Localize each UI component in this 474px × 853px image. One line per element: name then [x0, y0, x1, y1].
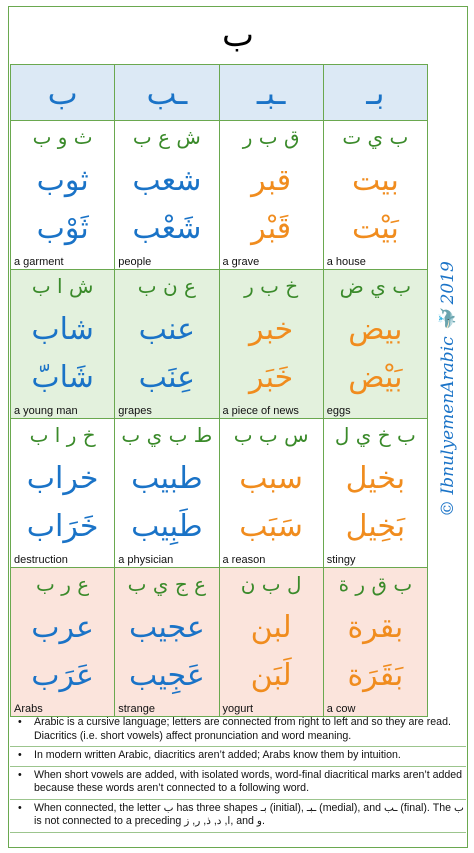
- english-gloss: a young man: [14, 405, 78, 417]
- word-vowelled: لَبَن: [250, 658, 292, 693]
- notes-panel: [10, 716, 466, 846]
- english-gloss: yogurt: [222, 703, 254, 715]
- word-vowelled: بَيْت: [351, 211, 399, 246]
- word-plain: بخيل: [345, 461, 406, 496]
- english-gloss: people: [118, 256, 152, 268]
- letter-forms-table: [10, 64, 428, 717]
- root-letters: ع ر ب: [36, 572, 90, 596]
- english-gloss: a reason: [222, 554, 266, 566]
- word-plain: عجيب: [128, 610, 205, 645]
- word-vowelled: عَرَب: [31, 658, 94, 693]
- english-gloss: a physician: [118, 554, 174, 566]
- word-cell: [115, 568, 219, 717]
- word-vowelled: عَجِيب: [128, 658, 205, 693]
- note-item: • Arabic is a cursive language; letters are connected from right to left and so they are read. Diacritics (i.e. short vowels) affect pronunciation and word meaning.: [10, 716, 466, 747]
- word-cell: [219, 121, 323, 270]
- form-final-connected: ـب: [115, 65, 219, 121]
- english-gloss: grapes: [118, 405, 152, 417]
- word-vowelled: سَبَب: [239, 509, 303, 544]
- english-gloss: destruction: [14, 554, 68, 566]
- word-vowelled: طَبِيب: [131, 509, 203, 544]
- word-row: [11, 568, 428, 717]
- word-vowelled: ثَوْب: [36, 211, 89, 246]
- word-cell: [219, 568, 323, 717]
- root-letters: ل ب ن: [240, 572, 302, 596]
- word-vowelled: بَقَرَة: [347, 658, 404, 693]
- word-cell: [219, 419, 323, 568]
- word-plain: عنب: [138, 312, 196, 347]
- form-final: ب: [11, 65, 115, 121]
- word-plain: خراب: [26, 461, 99, 496]
- root-letters: ث و ب: [32, 125, 93, 149]
- note-item: • In modern written Arabic, diacritics aren’t added; Arabs know them by intuition.: [10, 749, 466, 767]
- root-letters: ب ي ض: [339, 274, 412, 298]
- word-plain: شعب: [132, 163, 202, 198]
- word-plain: عرب: [31, 610, 94, 645]
- word-cell: [323, 121, 427, 270]
- word-vowelled: عِنَب: [138, 360, 196, 395]
- word-cell: [219, 270, 323, 419]
- word-cell: [11, 270, 115, 419]
- word-vowelled: خَبَر: [249, 360, 294, 395]
- word-plain: شاب: [31, 312, 94, 347]
- word-plain: لبن: [250, 610, 292, 645]
- word-vowelled: شَعْب: [132, 211, 202, 246]
- word-plain: سبب: [239, 461, 303, 496]
- copyright-vertical: [428, 64, 468, 714]
- word-plain: قبر: [251, 163, 292, 198]
- word-cell: [323, 419, 427, 568]
- word-cell: [11, 419, 115, 568]
- word-cell: [115, 419, 219, 568]
- word-plain: طبيب: [131, 461, 203, 496]
- word-cell: [323, 568, 427, 717]
- word-cell: [11, 121, 115, 270]
- english-gloss: a house: [326, 256, 366, 268]
- word-plain: بيض: [348, 312, 403, 347]
- word-plain: خبر: [249, 312, 294, 347]
- word-plain: ثوب: [36, 163, 89, 198]
- word-plain: بقرة: [347, 610, 404, 645]
- word-row: [11, 270, 428, 419]
- root-letters: ب ي ت: [342, 125, 409, 149]
- root-letters: ش ا ب: [31, 274, 94, 298]
- root-letters: ش ع ب: [132, 125, 201, 149]
- word-vowelled: شَابّ: [31, 360, 94, 395]
- english-gloss: a piece of news: [222, 405, 299, 417]
- word-cell: [115, 121, 219, 270]
- note-item: • When short vowels are added, with isolated words, word-final diacritical marks aren’t added because these words aren’t connected to a following word.: [10, 769, 466, 800]
- english-gloss: a grave: [222, 256, 260, 268]
- root-letters: ق ب ر: [242, 125, 300, 149]
- root-letters: ب ق ر ة: [338, 572, 413, 596]
- word-cell: [115, 270, 219, 419]
- note-item: • When connected, the letter ب has three shapes بـ (initial), ـبـ (medial), and ـب (final). The ب is not connected to a preceding ا, د, ذ, ر, ز, and و.: [10, 802, 466, 833]
- word-cell: [11, 568, 115, 717]
- english-gloss: stingy: [326, 554, 356, 566]
- root-letters: ب خ ي ل: [334, 423, 416, 447]
- copyright-text: © IbnulyemenArabic 🐳 2019: [438, 261, 458, 517]
- root-letters: خ ب ر: [244, 274, 299, 298]
- english-gloss: eggs: [326, 405, 351, 417]
- root-letters: ط ب ي ب: [121, 423, 213, 447]
- root-letters: س ب ب: [233, 423, 309, 447]
- english-gloss: strange: [118, 703, 155, 715]
- word-cell: [323, 270, 427, 419]
- form-initial: بـ: [323, 65, 427, 121]
- word-row: [11, 121, 428, 270]
- english-gloss: a cow: [326, 703, 356, 715]
- root-letters: ع ن ب: [137, 274, 196, 298]
- word-vowelled: بَخِيل: [345, 509, 406, 544]
- root-letters: ع ج ي ب: [127, 572, 207, 596]
- english-gloss: Arabs: [14, 703, 43, 715]
- word-plain: بيت: [351, 163, 399, 198]
- word-vowelled: قَبْر: [251, 211, 292, 246]
- word-row: [11, 419, 428, 568]
- word-vowelled: بَيْض: [348, 360, 403, 395]
- root-letters: خ ر ا ب: [29, 423, 96, 447]
- word-vowelled: خَرَاب: [26, 509, 99, 544]
- form-medial: ـبـ: [219, 65, 323, 121]
- forms-header-row: [11, 65, 428, 121]
- english-gloss: a garment: [14, 256, 64, 268]
- page-title: ب: [221, 15, 254, 55]
